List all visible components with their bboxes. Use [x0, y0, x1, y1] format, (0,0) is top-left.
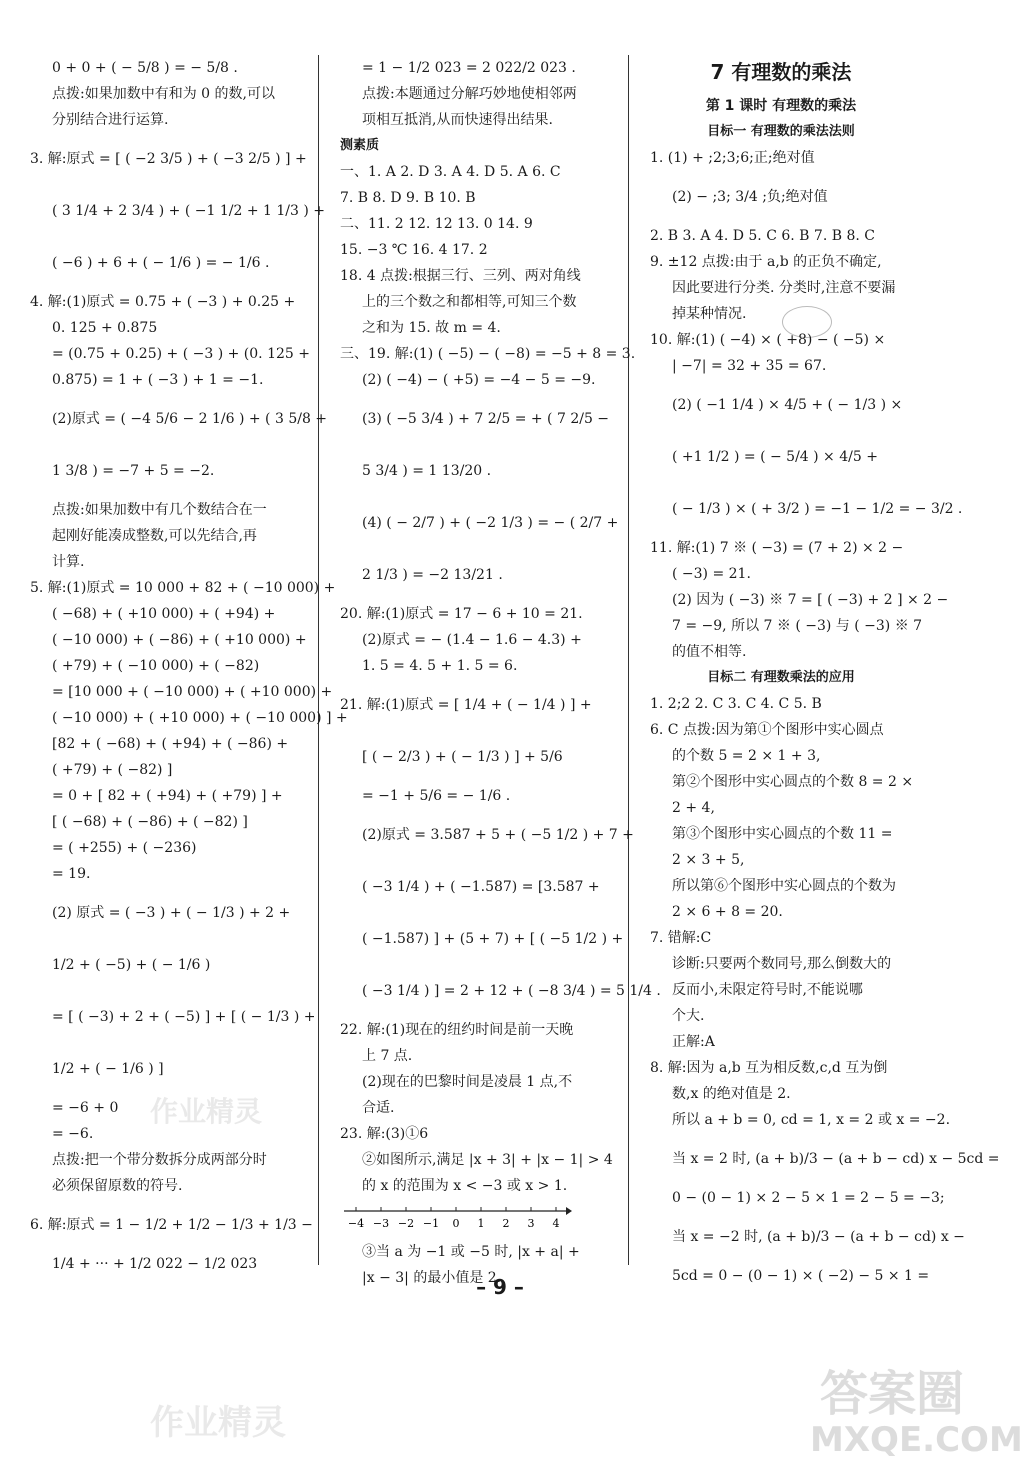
- text-line: ( − 1/3 ) × ( + 3/2 ) = −1 − 1/2 = − 3/2 .: [672, 501, 963, 517]
- text-line: | −7| = 32 + 35 = 67.: [672, 358, 827, 374]
- text-line: (2)原式 = 3.587 + 5 + ( −5 1/2 ) + 7 +: [362, 827, 634, 843]
- text-line: ( −10 000) + ( +10 000) + ( −10 000) ] +: [52, 710, 348, 726]
- text-line: [82 + ( −68) + ( +94) + ( −86) +: [52, 736, 289, 752]
- watermark-logo: 答案圈: [820, 1366, 965, 1422]
- question-line: 三、19. 解:(1) ( −5) − ( −8) = −5 + 8 = 3.: [340, 346, 636, 362]
- tip-line: 点拨:把一个带分数拆分成两部分时: [52, 1152, 267, 1168]
- watermark-text: 作业精灵: [150, 1095, 263, 1128]
- column-right: [650, 55, 1000, 1289]
- number-line-label: 4: [552, 1217, 560, 1230]
- number-line-label: 3: [527, 1217, 535, 1230]
- text-line: 1 3/8 ) = −7 + 5 = −2.: [52, 463, 215, 479]
- text-line: 的 x 的范围为 x < −3 或 x > 1.: [362, 1178, 568, 1194]
- answer-line: 7. B 8. D 9. B 10. B: [340, 190, 476, 206]
- answer-line: 一、1. A 2. D 3. A 4. D 5. A 6. C: [340, 164, 561, 180]
- text-line: 1/2 + ( −5) + ( − 1/6 ): [52, 957, 211, 973]
- column-divider: [628, 55, 629, 1265]
- text-line: 0. 125 + 0.875: [52, 320, 158, 336]
- question-line: 10. 解:(1) ( −4) × ( +8) − ( −5) ×: [650, 332, 886, 348]
- text-line: 数,x 的绝对值是 2.: [672, 1086, 791, 1102]
- text-line: (3) ( −5 3/4 ) + 7 2/5 = + ( 7 2/5 −: [362, 411, 610, 427]
- question-line: 20. 解:(1)原式 = 17 − 6 + 10 = 21.: [340, 606, 583, 622]
- tip-line: 掉某种情况.: [672, 306, 747, 322]
- question-line: 5. 解:(1)原式 = 10 000 + 82 + ( −10 000) +: [30, 580, 336, 596]
- text-line: = −6.: [52, 1126, 94, 1142]
- text-line: = 19.: [52, 866, 91, 882]
- number-line-label: −3: [372, 1217, 390, 1230]
- text-line: 0.875) = 1 + ( −3 ) + 1 = −1.: [52, 372, 264, 388]
- number-line-label: −2: [397, 1217, 415, 1230]
- text-line: = ( +255) + ( −236): [52, 840, 197, 856]
- text-line: (2) 因为 ( −3) ※ 7 = [ ( −3) + 2 ] × 2 −: [672, 592, 949, 608]
- text-line: = [10 000 + ( −10 000) + ( +10 000) +: [52, 684, 333, 700]
- target-heading: 目标二 有理数乘法的应用: [707, 670, 855, 685]
- question-line: 23. 解:(3)①6: [340, 1126, 429, 1142]
- text-line: 反而小,未限定符号时,不能说哪: [672, 982, 863, 998]
- text-line: ( −3) = 21.: [672, 566, 751, 582]
- number-line-label: −1: [422, 1217, 440, 1230]
- text-line: ( −10 000) + ( −86) + ( +10 000) +: [52, 632, 307, 648]
- text-line: (2) 原式 = ( −3 ) + ( − 1/3 ) + 2 +: [52, 905, 291, 921]
- text-line: 7 = −9, 所以 7 ※ ( −3) 与 ( −3) ※ 7: [672, 618, 923, 634]
- text-line: 0 − (0 − 1) × 2 − 5 × 1 = 2 − 5 = −3;: [672, 1190, 945, 1206]
- answer-line: 1. 2;2 2. C 3. C 4. C 5. B: [650, 696, 822, 712]
- text-line: 的个数 5 = 2 × 1 + 3,: [672, 748, 821, 764]
- text-line: = −6 + 0: [52, 1100, 119, 1116]
- page-number: – 9 –: [476, 1275, 524, 1299]
- question-line: 6. C 点拨:因为第①个图形中实心圆点: [650, 722, 884, 738]
- answer-line: 二、11. 2 12. 12 13. 0 14. 9: [340, 216, 533, 232]
- text-line: ②如图所示,满足 |x + 3| + |x − 1| > 4: [362, 1152, 613, 1168]
- text-line: (2)现在的巴黎时间是凌晨 1 点,不: [362, 1074, 573, 1090]
- question-line: 6. 解:原式 = 1 − 1/2 + 1/2 − 1/3 + 1/3 −: [30, 1217, 313, 1233]
- text-line: 当 x = −2 时, (a + b)/3 − (a + b − cd) x −: [672, 1229, 965, 1245]
- number-line-diagram: [342, 1201, 572, 1235]
- column-middle: [340, 55, 661, 1291]
- text-line: ( +1 1/2 ) = ( − 5/4 ) × 4/5 +: [672, 449, 878, 465]
- tip-line: 起刚好能凑成整数,可以先结合,再: [52, 528, 257, 544]
- answer-line: 2. B 3. A 4. D 5. C 6. B 7. B 8. C: [650, 228, 875, 244]
- text-line: = [ ( −3) + 2 + ( −5) ] + [ ( − 1/3 ) +: [52, 1009, 316, 1025]
- text-line: 所以第⑥个图形中实心圆点的个数为: [672, 878, 896, 894]
- text-line: 的值不相等.: [672, 644, 747, 660]
- column-divider: [318, 55, 319, 1265]
- tip-line: 项相互抵消,从而快速得出结果.: [362, 112, 553, 128]
- question-line: 3. 解:原式 = [ ( −2 3/5 ) + ( −3 2/5 ) ] +: [30, 151, 307, 167]
- text-line: ( 3 1/4 + 2 3/4 ) + ( −1 1/2 + 1 1/3 ) +: [52, 203, 326, 219]
- number-line-label: 0: [452, 1217, 460, 1230]
- text-line: (4) ( − 2/7 ) + ( −2 1/3 ) = − ( 2/7 +: [362, 515, 619, 531]
- text-line: 0 + 0 + ( − 5/8 ) = − 5/8 .: [52, 60, 238, 76]
- answer-line: 15. −3 ℃ 16. 4 17. 2: [340, 242, 488, 258]
- text-line: 2 × 3 + 5,: [672, 852, 745, 868]
- tip-line: 点拨:如果加数中有和为 0 的数,可以: [52, 86, 275, 102]
- text-line: [ ( − 2/3 ) + ( − 1/3 ) ] + 5/6: [362, 749, 563, 765]
- text-line: (2)原式 = − (1.4 − 1.6 − 4.3) +: [362, 632, 582, 648]
- question-line: 8. 解:因为 a,b 互为相反数,c,d 互为倒: [650, 1060, 888, 1076]
- text-line: 个大.: [672, 1008, 705, 1024]
- question-line: 22. 解:(1)现在的纽约时间是前一天晚: [340, 1022, 574, 1038]
- text-line: ( −6 ) + 6 + ( − 1/6 ) = − 1/6 .: [52, 255, 270, 271]
- number-line-label: 2: [502, 1217, 510, 1230]
- text-line: 2 + 4,: [672, 800, 715, 816]
- section-title: 7 有理数的乘法: [710, 60, 852, 84]
- section-heading: 测素质: [340, 138, 380, 153]
- number-line-label: 1: [477, 1217, 485, 1230]
- answer-line: 9. ±12 点拨:由于 a,b 的正负不确定,: [650, 254, 882, 270]
- tip-line: 点拨:如果加数中有几个数结合在一: [52, 502, 267, 518]
- question-line: 11. 解:(1) 7 ※ ( −3) = (7 + 2) × 2 −: [650, 540, 904, 556]
- text-line: = 1 − 1/2 023 = 2 022/2 023 .: [362, 60, 576, 76]
- text-line: ( −3 1/4 ) ] = 2 + 12 + ( −8 3/4 ) = 5 1/4 .: [362, 983, 661, 999]
- text-line: 诊断:只要两个数同号,那么倒数大的: [672, 956, 892, 972]
- answer-line: 1. (1) + ;2;3;6;正;绝对值: [650, 150, 815, 166]
- number-line-label: −4: [347, 1217, 365, 1230]
- text-line: (2) ( −4) − ( +5) = −4 − 5 = −9.: [362, 372, 596, 388]
- text-line: ③当 a 为 −1 或 −5 时, |x + a| +: [362, 1244, 580, 1260]
- text-line: 上 7 点.: [362, 1048, 413, 1064]
- text-line: (2) ( −1 1/4 ) × 4/5 + ( − 1/3 ) ×: [672, 397, 903, 413]
- target-heading: 目标一 有理数的乘法法则: [707, 124, 855, 139]
- text-line: 1/2 + ( − 1/6 ) ]: [52, 1061, 164, 1077]
- text-line: 正解:A: [672, 1034, 715, 1050]
- text-line: = −1 + 5/6 = − 1/6 .: [362, 788, 511, 804]
- tip-line: 必须保留原数的符号.: [52, 1178, 183, 1194]
- tip-line: 因此要进行分类. 分类时,注意不要漏: [672, 280, 896, 296]
- text-line: 2 × 6 + 8 = 20.: [672, 904, 783, 920]
- text-line: 1/4 + ··· + 1/2 022 − 1/2 023: [52, 1256, 258, 1272]
- text-line: 所以 a + b = 0, cd = 1, x = 2 或 x = −2.: [672, 1112, 951, 1128]
- text-line: = (0.75 + 0.25) + ( −3 ) + (0. 125 +: [52, 346, 310, 362]
- text-line: (2)原式 = ( −4 5/6 − 2 1/6 ) + ( 3 5/8 +: [52, 411, 328, 427]
- text-line: ( +79) + ( −82) ]: [52, 762, 173, 778]
- text-line: ( −1.587) ] + (5 + 7) + [ ( −5 1/2 ) +: [362, 931, 624, 947]
- text-line: ( +79) + ( −10 000) + ( −82): [52, 658, 260, 674]
- tip-line: 计算.: [52, 554, 85, 570]
- text-line: |x − 3| 的最小值是 2.: [362, 1270, 502, 1286]
- text-line: 5cd = 0 − (0 − 1) × ( −2) − 5 × 1 =: [672, 1268, 930, 1284]
- lesson-title: 第 1 课时 有理数的乘法: [705, 98, 857, 114]
- text-line: ( −68) + ( +10 000) + ( +94) +: [52, 606, 276, 622]
- text-line: = 0 + [ 82 + ( +94) + ( +79) ] +: [52, 788, 283, 804]
- text-line: 第②个图形中实心圆点的个数 8 = 2 ×: [672, 774, 914, 790]
- tip-line: 之和为 15. 故 m = 4.: [362, 320, 501, 336]
- text-line: 第③个图形中实心圆点的个数 11 =: [672, 826, 893, 842]
- watermark-text: 作业精灵: [150, 1403, 286, 1443]
- column-left: [30, 55, 348, 1277]
- text-line: 合适.: [362, 1100, 395, 1116]
- tip-line: 上的三个数之和都相等,可知三个数: [362, 294, 577, 310]
- text-line: [ ( −68) + ( −86) + ( −82) ]: [52, 814, 248, 830]
- text-line: 5 3/4 ) = 1 13/20 .: [362, 463, 492, 479]
- question-line: 21. 解:(1)原式 = [ 1/4 + ( − 1/4 ) ] +: [340, 697, 592, 713]
- text-line: ( −3 1/4 ) + ( −1.587) = [3.587 +: [362, 879, 600, 895]
- tip-line: 点拨:本题通过分解巧妙地使相邻两: [362, 86, 577, 102]
- text-line: 1. 5 = 4. 5 + 1. 5 = 6.: [362, 658, 518, 674]
- watermark-url: MXQE.COM: [810, 1420, 1023, 1460]
- answer-line: 18. 4 点拨:根据三行、三列、两对角线: [340, 268, 581, 284]
- question-line: 7. 错解:C: [650, 930, 712, 946]
- answer-line: (2) − ;3; 3/4 ;负;绝对值: [672, 189, 828, 205]
- text-line: 2 1/3 ) = −2 13/21 .: [362, 567, 503, 583]
- text-line: 当 x = 2 时, (a + b)/3 − (a + b − cd) x − 5cd =: [672, 1151, 1000, 1167]
- tip-line: 分别结合进行运算.: [52, 112, 169, 128]
- question-line: 4. 解:(1)原式 = 0.75 + ( −3 ) + 0.25 +: [30, 294, 296, 310]
